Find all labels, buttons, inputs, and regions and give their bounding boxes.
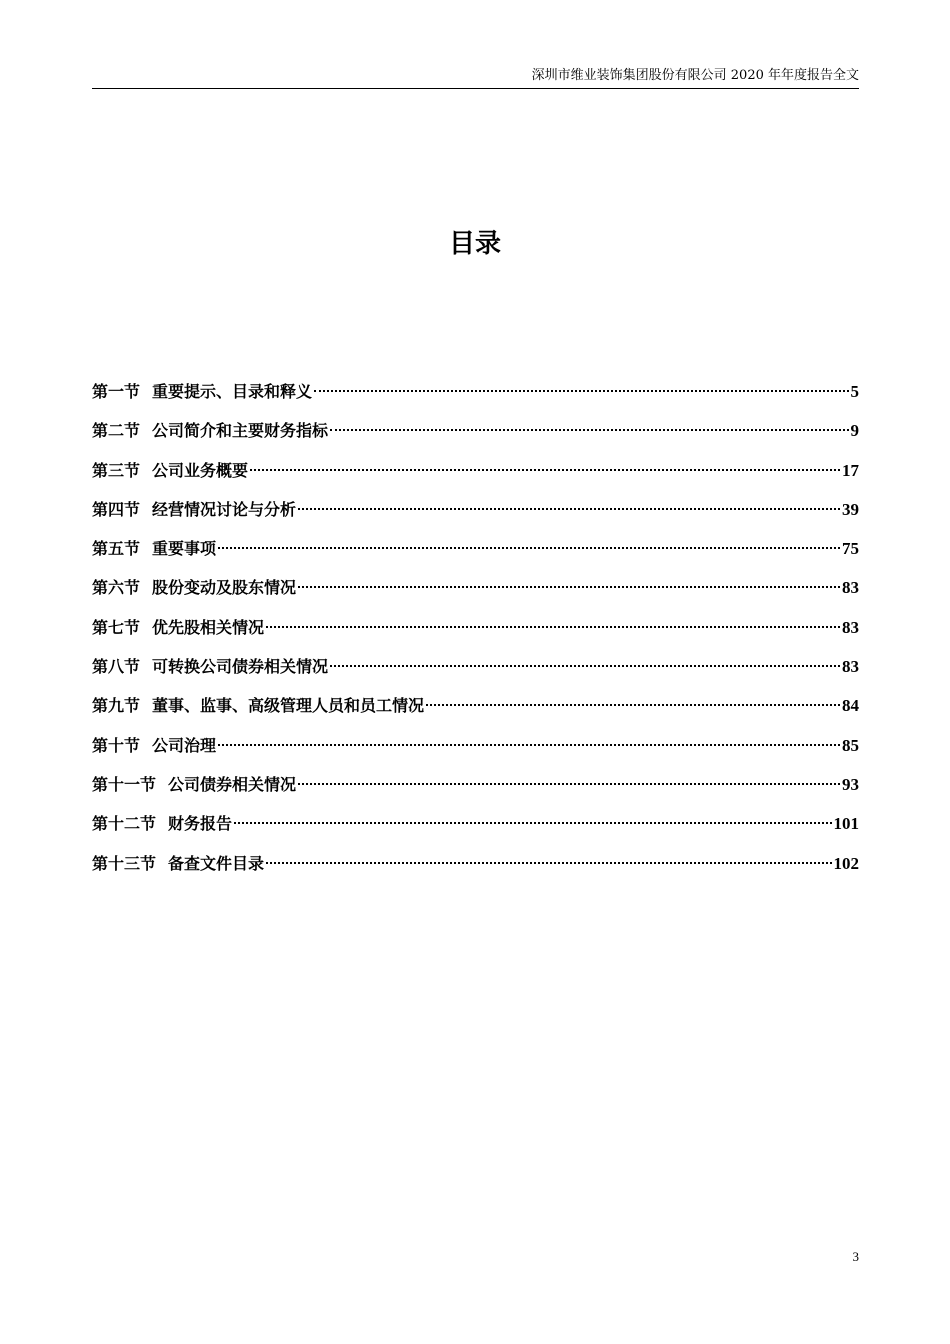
toc-page-number: 83 <box>842 578 859 598</box>
toc-section-number: 第四节 <box>92 499 141 519</box>
toc-page-number: 101 <box>833 814 859 834</box>
toc-entry-2[interactable] <box>92 418 859 457</box>
toc-dot-leader <box>266 862 831 864</box>
toc-entry-4[interactable] <box>92 497 859 536</box>
toc-page-number: 85 <box>842 735 859 755</box>
toc-dot-leader <box>234 822 831 824</box>
toc-entry-3[interactable] <box>92 458 859 497</box>
toc-page-number: 39 <box>842 499 859 519</box>
toc-page-number: 9 <box>850 421 859 441</box>
toc-section-number: 第十节 <box>92 735 141 755</box>
toc-page-number: 83 <box>842 617 859 637</box>
toc-dot-leader <box>266 626 840 628</box>
toc-section-title: 经营情况讨论与分析 <box>152 499 297 519</box>
toc-entry-5[interactable] <box>92 536 859 575</box>
toc-page-number: 84 <box>842 696 859 716</box>
toc-dot-leader <box>426 704 840 706</box>
toc-dot-leader <box>298 586 840 588</box>
toc-dot-leader <box>298 508 840 510</box>
running-header: 深圳市维业装饰集团股份有限公司 2020 年年度报告全文 <box>531 68 859 83</box>
toc-entry-8[interactable] <box>92 654 859 693</box>
toc-section-number: 第八节 <box>92 657 141 677</box>
toc-section-title: 公司债券相关情况 <box>168 774 297 794</box>
toc-page-number: 75 <box>842 539 859 559</box>
toc-page-number: 93 <box>842 774 859 794</box>
toc-section-number: 第二节 <box>92 421 141 441</box>
toc-section-title: 董事、监事、高级管理人员和员工情况 <box>152 696 425 716</box>
toc-section-number: 第三节 <box>92 460 141 480</box>
toc-section-title: 财务报告 <box>168 814 233 834</box>
toc-dot-leader <box>330 665 840 667</box>
toc-section-number: 第十一节 <box>92 774 157 794</box>
toc-section-number: 第一节 <box>92 382 141 401</box>
toc-section-title: 公司简介和主要财务指标 <box>152 421 329 441</box>
page-number: 3 <box>852 1249 859 1264</box>
toc-page-number: 5 <box>850 382 859 401</box>
toc-section-title: 重要提示、目录和释义 <box>152 382 313 401</box>
toc-page-number: 17 <box>842 460 859 480</box>
toc-entry-9[interactable] <box>92 693 859 732</box>
toc-section-number: 第九节 <box>92 696 141 716</box>
toc-section-title: 优先股相关情况 <box>152 617 265 637</box>
header-rule <box>92 88 859 89</box>
toc-dot-leader <box>314 390 848 392</box>
toc-entry-1[interactable] <box>92 379 859 418</box>
toc-section-title: 股份变动及股东情况 <box>152 578 297 598</box>
toc-dot-leader <box>250 469 840 471</box>
toc-entry-11[interactable] <box>92 772 859 811</box>
toc-entry-12[interactable] <box>92 811 859 850</box>
toc-section-number: 第五节 <box>92 539 141 559</box>
toc-dot-leader <box>218 744 840 746</box>
toc-entry-7[interactable] <box>92 615 859 654</box>
toc-page-number: 102 <box>833 853 859 873</box>
table-of-contents <box>92 379 859 890</box>
toc-entry-6[interactable] <box>92 575 859 614</box>
toc-section-number: 第十二节 <box>92 814 157 834</box>
toc-section-number: 第十三节 <box>92 853 157 873</box>
toc-dot-leader <box>218 547 840 549</box>
toc-entry-10[interactable] <box>92 733 859 772</box>
toc-section-number: 第七节 <box>92 617 141 637</box>
toc-dot-leader <box>298 783 840 785</box>
toc-entry-13[interactable] <box>92 851 859 890</box>
toc-section-title: 公司治理 <box>152 735 217 755</box>
toc-section-title: 可转换公司债券相关情况 <box>152 657 329 677</box>
toc-section-title: 公司业务概要 <box>152 460 249 480</box>
page-title: 目录 <box>448 229 501 259</box>
toc-dot-leader <box>330 429 848 431</box>
toc-page-number: 83 <box>842 657 859 677</box>
toc-section-number: 第六节 <box>92 578 141 598</box>
toc-section-title: 重要事项 <box>152 539 217 559</box>
toc-section-title: 备查文件目录 <box>168 853 265 873</box>
